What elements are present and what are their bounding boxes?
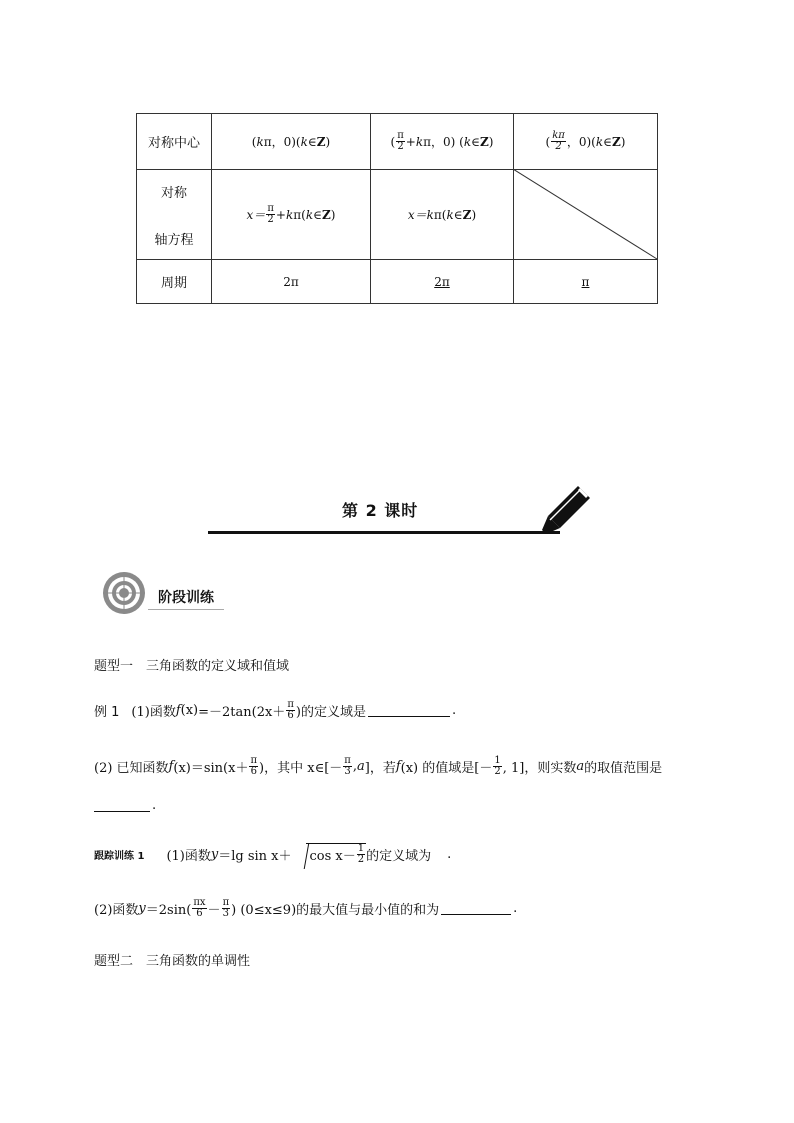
fraction: π 3 bbox=[344, 755, 351, 777]
cell-center-tan: ( kπ 2 ，0)( k ∈ Z ) bbox=[545, 130, 626, 152]
cell-center-cos: ( π 2 + k π，0) ( k ∈ Z ) bbox=[390, 130, 494, 152]
row-header-symmetry-axis: 对称 轴方程 bbox=[154, 185, 194, 248]
square-root: cos x－ 1 2 bbox=[306, 843, 367, 865]
title-underline bbox=[208, 531, 560, 534]
table-empty-cell-diagonal bbox=[513, 169, 658, 259]
answer-blank[interactable] bbox=[94, 799, 150, 812]
lesson-title: 第 2 课时 bbox=[342, 501, 419, 520]
cell-period-cos: 2π bbox=[434, 274, 450, 289]
fraction: π 6 bbox=[250, 755, 258, 777]
fraction: 1 2 bbox=[357, 843, 365, 865]
follow-up-1-part-2: (2)函数 y ＝2sin( πx 6 － π 3 ) (0≤x≤9)的最大值与最小值的和为 . bbox=[94, 897, 518, 919]
stage-training-label: 阶段训练 bbox=[158, 590, 214, 606]
cell-center-sin: ( k π，0)( k ∈ Z ) bbox=[251, 134, 331, 149]
fraction: π 2 bbox=[397, 130, 404, 152]
properties-table bbox=[136, 113, 658, 304]
section-title-type2: 题型二 三角函数的单调性 bbox=[94, 954, 251, 969]
pencil-icon bbox=[540, 484, 600, 540]
answer-blank[interactable] bbox=[441, 902, 511, 915]
follow-up-1-part-1: 跟踪训练 1 (1)函数 y ＝lg sin x＋ cos x－ 1 2 的定义域为 . bbox=[94, 843, 452, 865]
stage-underline bbox=[148, 609, 224, 610]
row-header-symmetry-center: 对称中心 bbox=[147, 136, 200, 151]
example-1-part-2: (2) 已知函数 f (x)＝sin(x＋ π 6 )，其中 x∈[－ π 3 , a ]，若 f (x) 的值域是[－ 1 2 , 1]，则实数 a 的取值范围是 bbox=[94, 755, 663, 777]
fraction: kπ 2 bbox=[552, 130, 565, 152]
section-title-type1: 题型一 三角函数的定义域和值域 bbox=[94, 659, 290, 674]
cell-axis-sin: x＝ π 2 + k π( k ∈ Z ) bbox=[246, 203, 336, 225]
fraction: π 3 bbox=[222, 897, 230, 919]
fraction: 1 2 bbox=[494, 755, 501, 777]
table-border-bottom bbox=[136, 303, 658, 304]
answer-blank[interactable] bbox=[368, 704, 450, 717]
cell-period-tan: π bbox=[581, 274, 590, 289]
cell-period-sin: 2π bbox=[283, 274, 299, 289]
fraction: π 6 bbox=[287, 699, 294, 721]
fraction: π 2 bbox=[267, 203, 274, 225]
cell-axis-cos: x＝ k π( k ∈ Z ) bbox=[407, 207, 477, 222]
row-header-period: 周期 bbox=[160, 276, 187, 291]
fraction: πx 6 bbox=[193, 897, 206, 919]
example-1-part-2-blank: . bbox=[94, 798, 156, 813]
example-1-part-1: 例 1 (1)函数 f (x) =－2tan(2x＋ π 6 )的定义域是 . bbox=[94, 699, 457, 721]
